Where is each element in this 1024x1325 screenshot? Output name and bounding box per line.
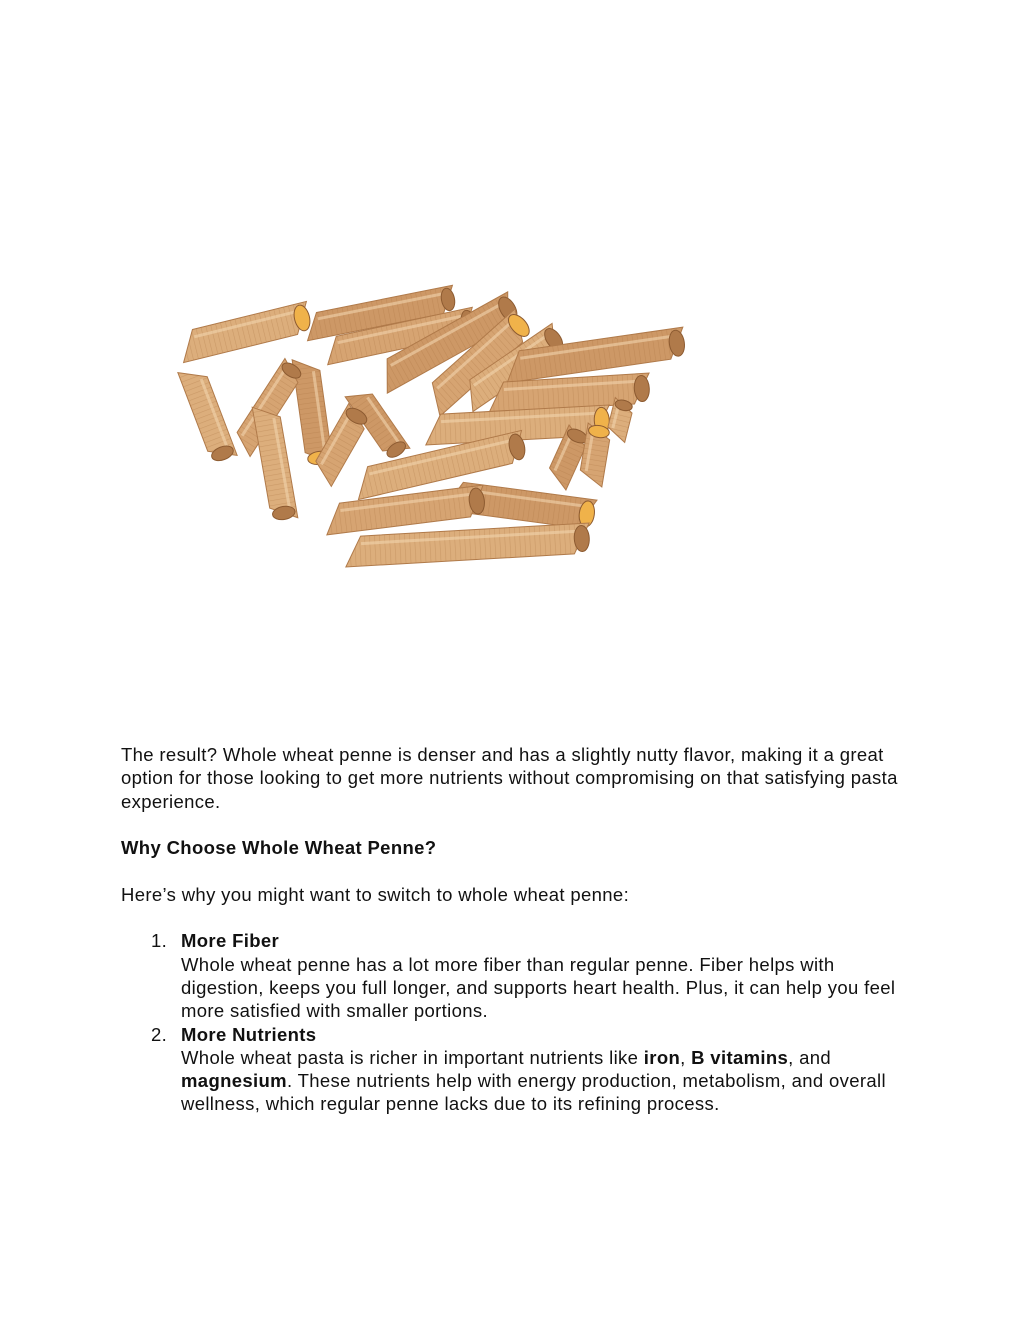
penne-piece xyxy=(252,403,298,522)
list-item-body: Whole wheat penne has a lot more fiber than regular penne. Fiber helps with digestion, keeps you full longer, and supports heart health. Plus, it can help you feel more satisfied with smaller portions. xyxy=(181,953,896,1022)
separator: , xyxy=(680,1046,692,1068)
nutrient-iron: iron xyxy=(643,1046,681,1068)
body-text: Whole wheat pasta is richer in important nutrients like xyxy=(181,1046,644,1068)
penne-piece xyxy=(344,523,591,567)
lead-paragraph: Here’s why you might want to switch to whole wheat penne: xyxy=(121,883,630,905)
separator: , and xyxy=(788,1046,832,1068)
list-item xyxy=(121,929,911,1022)
penne-piece xyxy=(323,485,487,535)
reasons-list xyxy=(121,929,911,1115)
list-item xyxy=(121,1023,911,1116)
article-body xyxy=(121,743,911,1116)
list-item-title: More Nutrients xyxy=(181,1023,317,1045)
body-text: . These nutrients help with energy production, metabolism, and overall wellness, which regular penne lacks due to its refining process. xyxy=(181,1070,886,1115)
list-number: 1. xyxy=(151,930,168,952)
list-item-title: More Fiber xyxy=(181,930,280,952)
penne-piece xyxy=(178,363,237,464)
nutrient-magnesium: magnesium xyxy=(181,1070,287,1092)
penne-piece xyxy=(176,301,313,362)
section-heading: Why Choose Whole Wheat Penne? xyxy=(121,837,437,859)
list-item-body xyxy=(181,1046,911,1116)
intro-paragraph: The result? Whole wheat penne is denser and has a slightly nutty flavor, making it a great option for those looking to get more nutrients without compromising on that satisfying pasta experience. xyxy=(121,744,898,812)
nutrient-b-vitamins: B vitamins xyxy=(691,1046,789,1068)
penne-piece xyxy=(503,327,687,383)
pasta-photo xyxy=(120,280,740,600)
list-number: 2. xyxy=(151,1023,168,1045)
